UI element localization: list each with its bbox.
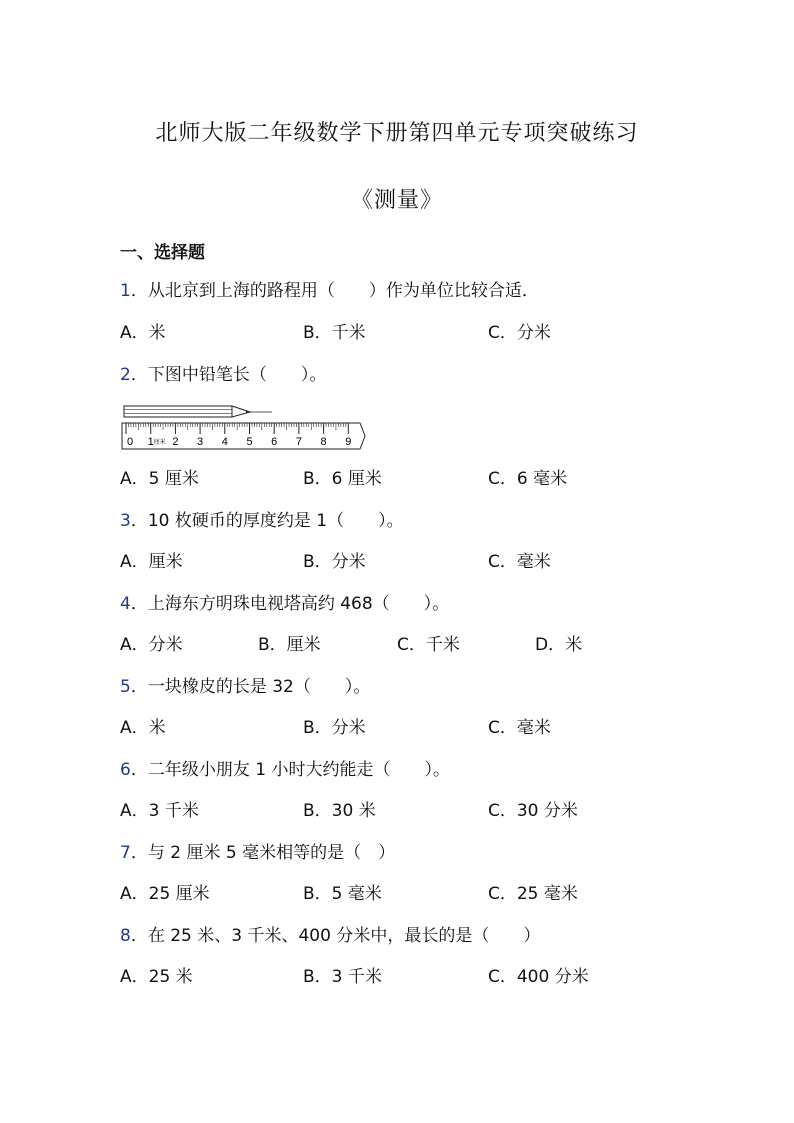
question-text: ．从北京到上海的路程用（ ）作为单位比较合适．: [130, 281, 539, 301]
question-text: ．在 25 米、3 千米、400 分米中，最长的是（ ）: [130, 926, 541, 946]
question-3: [120, 510, 404, 532]
ruler-tick-label: 1: [147, 436, 154, 448]
ruler-tick-label: 5: [246, 436, 253, 448]
ruler-tick-label: 6: [271, 436, 278, 448]
option-a[interactable]: A．5 厘米: [120, 469, 199, 489]
option-c[interactable]: C．分米: [488, 323, 551, 343]
option-a[interactable]: A．分米: [120, 635, 183, 655]
ruler-tick-label: 3: [197, 436, 204, 448]
ruler: [122, 423, 365, 449]
page-title: 北师大版二年级数学下册第四单元专项突破练习: [155, 121, 639, 146]
question-text: ．下图中铅笔长（ ）。: [130, 365, 327, 385]
option-a[interactable]: A．3 千米: [120, 801, 199, 821]
ruler-tick-label: 2: [172, 436, 179, 448]
question-number: 2: [120, 365, 131, 385]
question-5: [120, 676, 370, 698]
option-a[interactable]: A．米: [120, 323, 166, 343]
ruler-tick-label: 9: [345, 436, 352, 448]
option-c[interactable]: C．25 毫米: [488, 884, 578, 904]
option-b[interactable]: B．千米: [303, 323, 366, 343]
ruler-tick-label: 4: [221, 436, 228, 448]
option-c[interactable]: C．400 分米: [488, 967, 589, 987]
option-c[interactable]: C．毫米: [488, 552, 551, 572]
ruler-tick-label: 0: [127, 436, 134, 448]
option-c[interactable]: C．毫米: [488, 718, 551, 738]
option-c[interactable]: C．6 毫米: [488, 469, 568, 489]
question-6: [120, 759, 450, 781]
page-subtitle: 《测量》: [350, 188, 443, 213]
question-number: 6: [120, 760, 131, 780]
option-b[interactable]: B．6 厘米: [303, 469, 382, 489]
option-b[interactable]: B．30 米: [303, 801, 376, 821]
question-number: 8: [120, 926, 131, 946]
option-c[interactable]: C．30 分米: [488, 801, 578, 821]
question-number: 5: [120, 677, 131, 697]
option-a[interactable]: A．米: [120, 718, 166, 738]
option-b[interactable]: B．分米: [303, 552, 366, 572]
question-text: ．二年级小朋友 1 小时大约能走（ ）。: [130, 760, 450, 780]
question-text: ．一块橡皮的长是 32（ ）。: [130, 677, 371, 697]
question-text: ．上海东方明珠电视塔高约 468（ ）。: [130, 594, 450, 614]
option-b[interactable]: B．3 千米: [303, 967, 382, 987]
question-2: [120, 364, 326, 386]
option-a[interactable]: A．厘米: [120, 552, 183, 572]
pencil-ruler-figure: [120, 403, 370, 451]
option-b[interactable]: B．5 毫米: [303, 884, 382, 904]
option-b[interactable]: B．厘米: [258, 635, 321, 655]
question-number: 4: [120, 594, 131, 614]
question-number: 3: [120, 511, 131, 531]
question-4: [120, 593, 449, 615]
option-d[interactable]: D．米: [535, 635, 583, 655]
option-c[interactable]: C．千米: [397, 635, 460, 655]
ruler-tick-label: 8: [320, 436, 327, 448]
ruler-tick-label: 7: [295, 436, 302, 448]
question-text: ．10 枚硬币的厚度约是 1（ ）。: [130, 511, 404, 531]
question-7: [120, 842, 395, 864]
option-a[interactable]: A．25 米: [120, 967, 193, 987]
question-1: [120, 280, 539, 302]
question-text: ．与 2 厘米 5 毫米相等的是（ ）: [130, 843, 396, 863]
section-heading: 一、选择题: [120, 243, 205, 263]
question-8: [120, 925, 540, 947]
question-number: 7: [120, 843, 131, 863]
pencil-icon: [124, 406, 272, 417]
pencil-ruler-svg: [120, 403, 370, 451]
question-number: 1: [120, 281, 131, 301]
option-a[interactable]: A．25 厘米: [120, 884, 210, 904]
option-b[interactable]: B．分米: [303, 718, 366, 738]
ruler-unit-label: 厘米: [153, 439, 166, 446]
